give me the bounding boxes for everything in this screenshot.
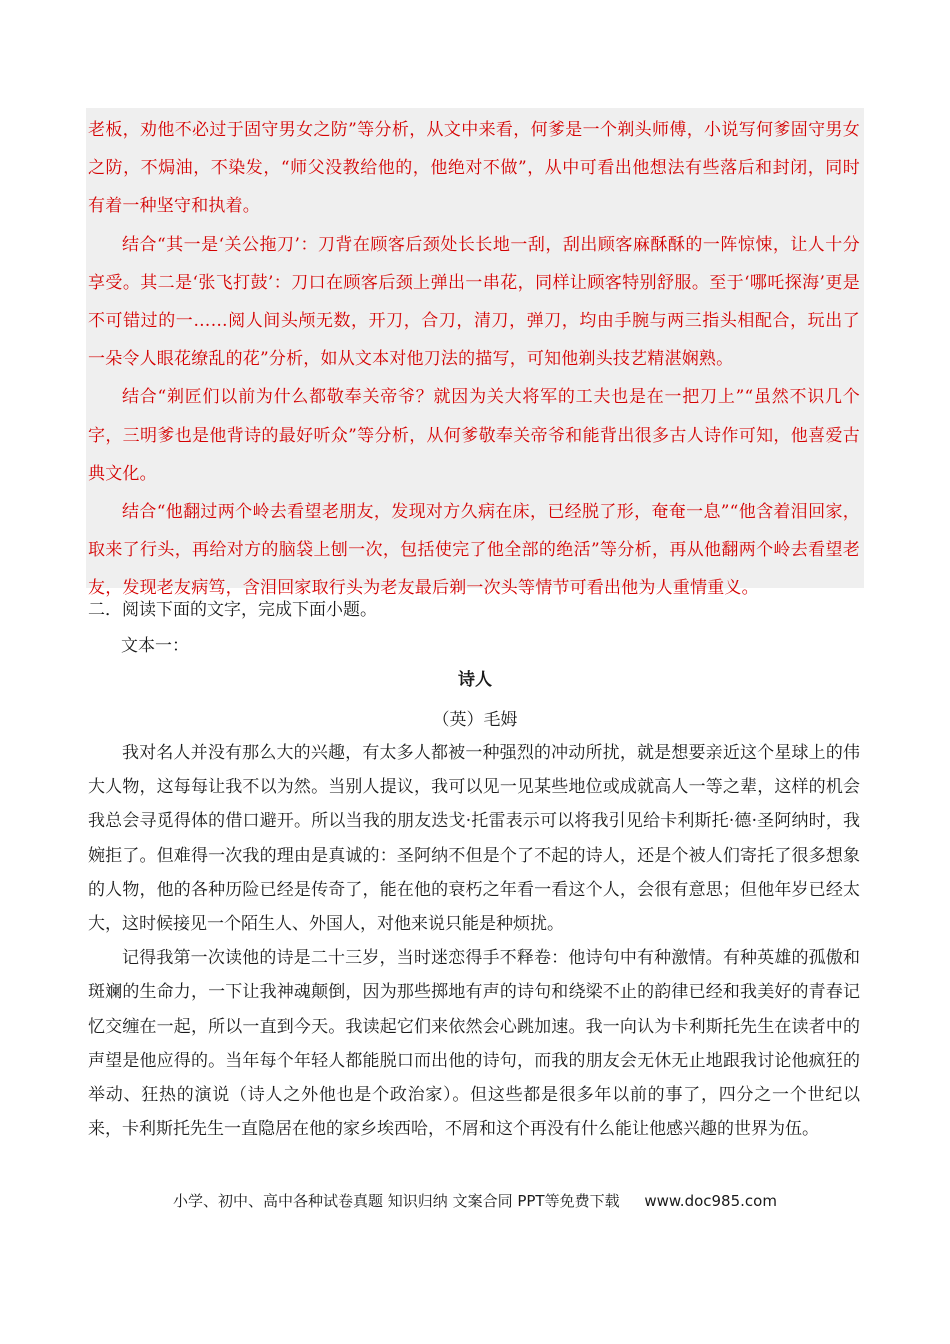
page-footer xyxy=(0,1190,950,1212)
question-heading: 二．阅读下面的文字，完成下面小题。 xyxy=(88,600,377,620)
answer-section xyxy=(88,111,860,608)
answer-paragraph: 老板，劝他不必过于固守男女之防”等分析，从文中来看，何爹是一个剃头师傅，小说写何爹固守男女之防，不焗油，不染发，“师父没教给他的，他绝对不做”，从中可看出他想法有些落后和封闭，同时有着一种坚守和执着。 xyxy=(88,120,860,217)
article-body xyxy=(88,736,860,1146)
body-paragraph: 我对名人并没有那么大的兴趣，有太多人都被一种强烈的冲动所扰，就是想要亲近这个星球上的伟大人物，这每每让我不以为然。当别人提议，我可以见一见某些地位或成就高人一等之辈，这样的机会我总会寻觅得体的借口避开。所以当我的朋友迭戈·托雷表示可以将我引见给卡利斯托·德·圣阿纳时，我婉拒了。但难得一次我的理由是真诚的：圣阿纳不但是个了不起的诗人，还是个被人们寄托了很多想象的人物，他的各种历险已经是传奇了，能在他的衰朽之年看一看这个人，会很有意思；但他年岁已经太大，这时候接见一个陌生人、外国人，对他来说只能是种烦扰。 xyxy=(88,743,860,935)
answer-paragraph: 结合“他翻过两个岭去看望老朋友，发现对方久病在床，已经脱了形，奄奄一息”“他含着泪回家，取来了行头，再给对方的脑袋上刨一次，包括使完了他全部的绝活”等分析，再从他翻两个岭去看望老友，发现老友病笃，含泪回家取行头为老友最后剃一次头等情节可看出他为人重情重义。 xyxy=(88,502,860,599)
article-author: （英）毛姆 xyxy=(432,710,518,730)
text-label: 文本一： xyxy=(121,636,189,656)
answer-paragraph: 结合“剃匠们以前为什么都敬奉关帝爷？就因为关大将军的工夫也是在一把刀上”“虽然不识几个字，三明爹也是他背诗的最好听众”等分析，从何爹敬奉关帝爷和能背出很多古人诗作可知，他喜爱古典文化。 xyxy=(88,387,860,484)
body-paragraph: 记得我第一次读他的诗是二十三岁，当时迷恋得手不释卷：他诗句中有种激情。有种英雄的孤傲和斑斓的生命力，一下让我神魂颠倒，因为那些掷地有声的诗句和绕梁不止的韵律已经和我美好的青春记忆交缠在一起，所以一直到今天。我读起它们来依然会心跳加速。我一向认为卡利斯托先生在读者中的声望是他应得的。当年每个年轻人都能脱口而出他的诗句，而我的朋友会无休无止地跟我讨论他疯狂的举动、狂热的演说（诗人之外他也是个政治家）。但这些都是很多年以前的事了，四分之一个世纪以来，卡利斯托先生一直隐居在他的家乡埃西哈，不屑和这个再没有什么能让他感兴趣的世界为伍。 xyxy=(88,948,860,1140)
answer-paragraph: 结合“其一是‘关公拖刀’：刀背在顾客后颈处长长地一刮，刮出顾客麻酥酥的一阵惊悚，让人十分享受。其二是‘张飞打鼓’：刀口在顾客后颈上弹出一串花，同样让顾客特别舒服。至于‘哪吒探海’更是不可错过的一……阅人间头颅无数，开刀，合刀，清刀，弹刀，均由手腕与两三指头相配合，玩出了一朵令人眼花缭乱的花”分析，如从文本对他刀法的描写，可知他剃头技艺精湛娴熟。 xyxy=(88,234,860,370)
article-title: 诗人 xyxy=(458,670,492,690)
footer-text: 小学、初中、高中各种试卷真题 知识归纳 文案合同 PPT等免费下载 xyxy=(173,1192,620,1210)
footer-site-link[interactable]: www.doc985.com xyxy=(644,1192,777,1210)
